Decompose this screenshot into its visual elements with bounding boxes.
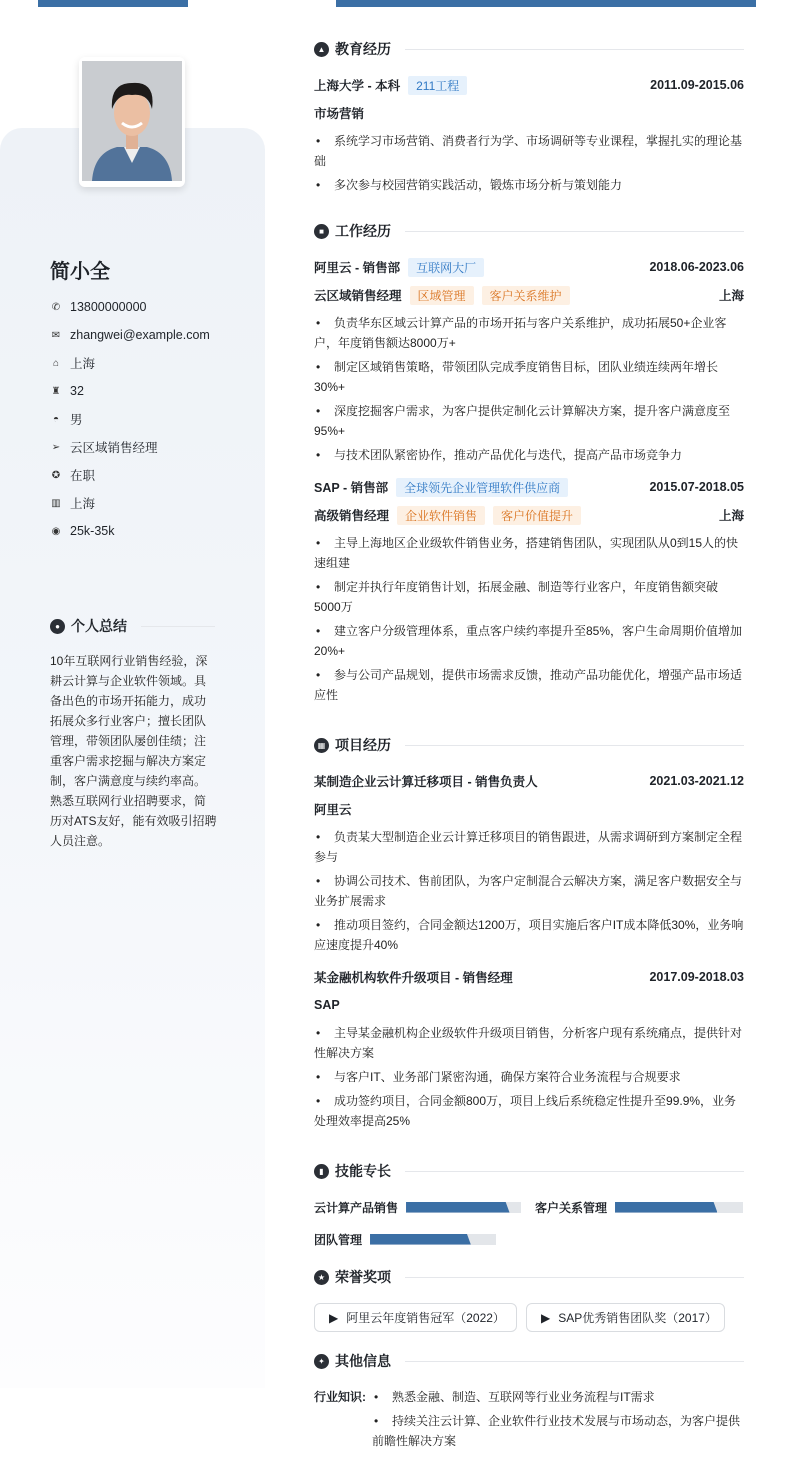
skill-bar-fill [370, 1234, 471, 1245]
company: 阿里云 - 销售部 [314, 261, 401, 275]
divider [405, 1171, 744, 1172]
divider [405, 1361, 744, 1362]
skill-name: 团队管理 [314, 1232, 363, 1247]
date: 2021.03-2021.12 [649, 774, 744, 788]
divider [405, 745, 744, 746]
work-section [314, 221, 744, 717]
mail-icon: ✉ [51, 329, 61, 341]
profile-name: 简小全 [50, 261, 110, 283]
divider [405, 49, 744, 50]
bullet: • 主导某金融机构企业级软件升级项目销售，分析客户现有系统痛点，提供针对性解决方案 [314, 1023, 744, 1063]
section-header [314, 735, 744, 755]
award-icon: ★ [314, 1270, 329, 1285]
skill-bar [615, 1202, 743, 1213]
skill-name: 客户关系管理 [535, 1200, 608, 1215]
bullet: • 推动项目签约，合同金额达1200万，项目实施后客户IT成本降低30%，业务响应速度提升40% [314, 915, 744, 955]
education-section [314, 39, 744, 207]
info-city [50, 489, 210, 517]
role: 云区域销售经理 [314, 289, 402, 303]
graduation-cap-icon: ▲ [314, 42, 329, 57]
info-text: 云区域销售经理 [70, 441, 158, 455]
project-name: 某制造企业云计算迁移项目 - 销售负责人 [314, 775, 538, 789]
bullet: • 主导上海地区企业级软件销售业务，搭建销售团队，实现团队从0到15人的快速组建 [314, 533, 744, 573]
info-text: zhangwei@example.com [70, 328, 210, 342]
triangle-right-icon: ▶ [329, 1310, 339, 1325]
summary-title: 个人总结 [71, 618, 127, 634]
org: SAP [314, 998, 340, 1012]
tag: 客户价值提升 [493, 506, 581, 525]
bullet: • 多次参与校园营销实践活动，锻炼市场分析与策划能力 [314, 175, 744, 195]
section-title: 荣誉奖项 [335, 1269, 391, 1285]
tag: 互联网大厂 [408, 258, 484, 277]
info-text: 25k-35k [70, 524, 115, 538]
school: 上海大学 - 本科 [314, 79, 401, 93]
section-title: 其他信息 [335, 1353, 391, 1369]
info-text: 上海 [70, 357, 96, 371]
city: 上海 [718, 509, 744, 523]
work-item [314, 257, 744, 465]
other-label: 行业知识: [314, 1390, 366, 1404]
bullet: • 熟悉金融、制造、互联网等行业业务流程与IT需求 [372, 1387, 744, 1407]
date: 2011.09-2015.06 [650, 78, 744, 92]
date: 2017.09-2018.03 [649, 970, 744, 984]
tag: 211工程 [408, 76, 467, 95]
company: SAP - 销售部 [314, 481, 389, 495]
tag: 区域管理 [410, 286, 474, 305]
info-position [50, 433, 210, 461]
info-email [50, 321, 210, 349]
project-name: 某金融机构软件升级项目 - 销售经理 [314, 971, 513, 985]
tag: 全球领先企业管理软件供应商 [396, 478, 568, 497]
work-item [314, 477, 744, 705]
projects-section [314, 735, 744, 1143]
other-section [314, 1351, 744, 1455]
bullet: • 持续关注云计算、企业软件行业技术发展与市场动态，为客户提供前瞻性解决方案 [372, 1411, 744, 1451]
briefcase-icon: ■ [314, 224, 329, 239]
section-header [314, 1351, 744, 1371]
bullet: • 建立客户分级管理体系，重点客户续约率提升至85%，客户生命周期价值增加20%+ [314, 621, 744, 661]
award-item[interactable] [314, 1303, 517, 1332]
section-header [314, 39, 744, 59]
section-title: 工作经历 [335, 223, 391, 239]
status-icon: ✪ [51, 469, 61, 481]
divider [141, 626, 215, 627]
avatar-photo [79, 57, 185, 187]
skill-name: 云计算产品销售 [314, 1200, 399, 1215]
info-text: 13800000000 [70, 300, 147, 314]
phone-icon: ✆ [51, 301, 61, 313]
info-phone [50, 293, 210, 321]
summary-header [50, 616, 215, 636]
city-icon: ▥ [51, 497, 61, 509]
profile-info-list [50, 293, 210, 545]
bullet: • 参与公司产品规划，提供市场需求反馈，推动产品功能优化，增强产品市场适应性 [314, 665, 744, 705]
bullet: • 成功签约项目，合同金额800万，项目上线后系统稳定性提升至99.9%，业务处理效率提高25% [314, 1091, 744, 1131]
org: 阿里云 [314, 803, 352, 817]
info-text: 在职 [70, 469, 96, 483]
skill-bar-fill [406, 1202, 510, 1213]
award-item[interactable] [526, 1303, 725, 1332]
bar-chart-icon: ▮ [314, 1164, 329, 1179]
bullet: • 协调公司技术、售前团队，为客户定制混合云解决方案，满足客户数据安全与业务扩展需求 [314, 871, 744, 911]
award-text: SAP优秀销售团队奖（2017） [558, 1311, 717, 1325]
city: 上海 [718, 289, 744, 303]
role: 高级销售经理 [314, 509, 390, 523]
honors-section [314, 1267, 744, 1332]
divider [405, 1277, 744, 1278]
triangle-right-icon: ▶ [541, 1310, 551, 1325]
divider [405, 231, 744, 232]
section-title: 教育经历 [335, 41, 391, 57]
top-accent-bar-left [38, 0, 188, 7]
person-icon: ● [50, 619, 65, 634]
section-header [314, 221, 744, 241]
bullet: • 与客户IT、业务部门紧密沟通，确保方案符合业务流程与合规要求 [314, 1067, 744, 1087]
bullet: • 制定并执行年度销售计划，拓展金融、制造等行业客户，年度销售额突破5000万 [314, 577, 744, 617]
info-text: 32 [70, 384, 84, 398]
skills-section [314, 1161, 744, 1249]
education-item [314, 75, 744, 195]
info-icon: ✦ [314, 1354, 329, 1369]
top-accent-bar-right [336, 0, 756, 7]
section-title: 项目经历 [335, 737, 391, 753]
section-header [314, 1267, 744, 1287]
section-title: 技能专长 [335, 1163, 391, 1179]
bullet: • 负责某大型制造企业云计算迁移项目的销售跟进，从需求调研到方案制定全程参与 [314, 827, 744, 867]
project-item [314, 771, 744, 955]
bullet: • 负责华东区域云计算产品的市场开拓与客户关系维护，成功拓展50+企业客户，年度销售额达8000万+ [314, 313, 744, 353]
skill-item [314, 1197, 535, 1217]
info-text: 上海 [70, 497, 96, 511]
skill-bar [370, 1234, 496, 1245]
project-item [314, 967, 744, 1131]
date: 2018.06-2023.06 [649, 260, 744, 274]
bullet: • 系统学习市场营销、消费者行为学、市场调研等专业课程，掌握扎实的理论基础 [314, 131, 744, 171]
major: 市场营销 [314, 107, 365, 121]
tag: 企业软件销售 [397, 506, 485, 525]
salary-icon: ◉ [51, 525, 61, 537]
bullet: • 深度挖掘客户需求，为客户提供定制化云计算解决方案，提升客户满意度至95%+ [314, 401, 744, 441]
grid-icon: ▦ [314, 738, 329, 753]
info-age [50, 377, 210, 405]
gender-icon: ◓ [52, 413, 60, 425]
bullet: • 与技术团队紧密协作，推动产品优化与迭代，提高产品市场竞争力 [314, 445, 744, 465]
bullet: • 制定区域销售策略，带领团队完成季度销售目标，团队业绩连续两年增长30%+ [314, 357, 744, 397]
home-icon: ⌂ [52, 357, 60, 369]
tag: 客户关系维护 [482, 286, 570, 305]
summary-text: 10年互联网行业销售经验，深耕云计算与企业软件领域。具备出色的市场开拓能力，成功拓展众多行业客户；擅长团队管理，带领团队屡创佳绩；注重客户需求挖掘与解决方案定制，客户满意度与续约率高。熟悉互联网行业招聘要求，简历对ATS友好，能有效吸引招聘人员注意。 [50, 654, 217, 848]
info-salary [50, 517, 210, 545]
info-text: 男 [70, 413, 83, 427]
section-header [314, 1161, 744, 1181]
info-gender [50, 405, 210, 433]
skill-item [314, 1229, 744, 1249]
skill-item [535, 1197, 743, 1217]
skill-bar-fill [615, 1202, 717, 1213]
date: 2015.07-2018.05 [649, 480, 744, 494]
age-icon: ♜ [51, 385, 61, 397]
position-icon: ➢ [51, 441, 61, 453]
info-status [50, 461, 210, 489]
info-home [50, 349, 210, 377]
skill-bar [406, 1202, 521, 1213]
award-text: 阿里云年度销售冠军（2022） [346, 1311, 505, 1325]
